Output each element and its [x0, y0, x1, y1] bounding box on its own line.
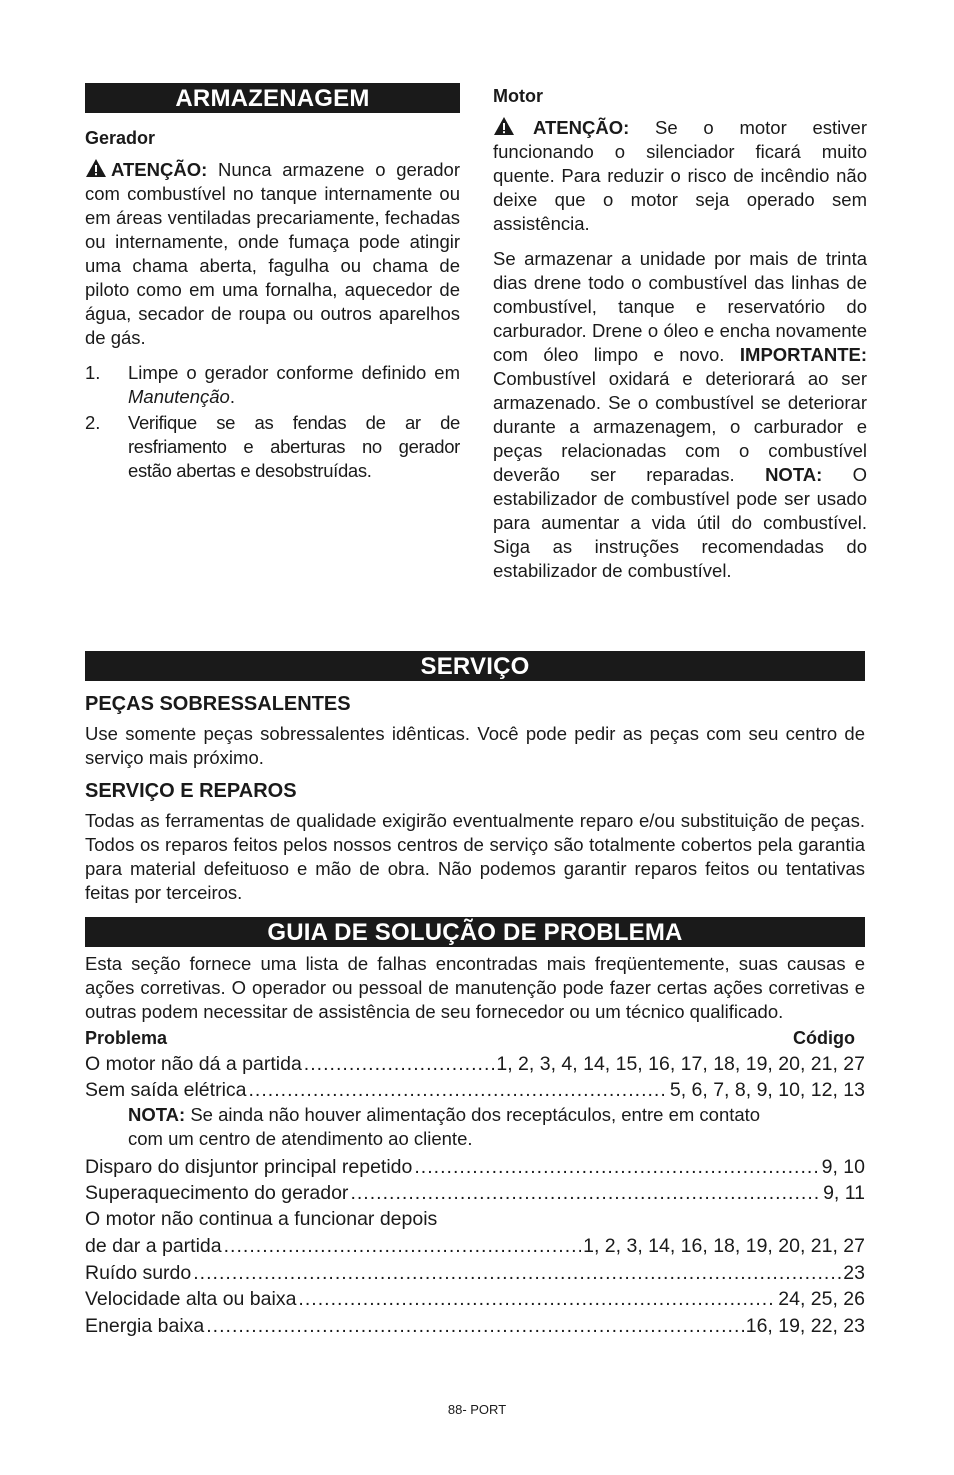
list-item: [85, 361, 460, 409]
nota-label: NOTA:: [765, 464, 823, 485]
pecas-heading: PEÇAS SOBRESSALENTES: [85, 693, 351, 715]
motor-paragraph: [493, 247, 867, 583]
table-note: [85, 1103, 768, 1151]
step-number: 1.: [85, 362, 101, 383]
row-codes: 1, 2, 3, 14, 16, 18, 19, 20, 21, 27: [583, 1235, 865, 1257]
table-row: [85, 1233, 865, 1260]
motor-heading: Motor: [493, 86, 543, 106]
important-label: IMPORTANTE:: [739, 344, 867, 365]
guia-intro: Esta seção fornece uma lista de falhas encontradas mais freqüentemente, suas causas e ações corretivas. O operador ou pessoal de manutenção pode fazer certas ações corretivas e outras podem necessitar de assistência de seu fornecedor ou um técnico qualificado.: [85, 953, 865, 1022]
table-row: [85, 1153, 865, 1180]
table-note-text: Se ainda não houver alimentação dos receptáculos, entre em contato com um centro de atendimento ao cliente.: [128, 1104, 761, 1149]
armazenagem-column: [85, 83, 460, 485]
servico-title: SERVIÇO: [85, 651, 865, 681]
motor-para-c: O estabilizador de combustível pode ser usado para aumentar a vida útil do combustível. Siga as instruções recomendadas do estabilizador de combustível.: [493, 464, 868, 581]
warning-triangle-icon: [493, 116, 515, 136]
row-codes: 23: [843, 1261, 865, 1284]
row-codes: 9, 11: [823, 1182, 865, 1204]
row-problem: Superaquecimento do gerador: [85, 1182, 349, 1204]
row-codes: 1, 2, 3, 4, 14, 15, 16, 17, 18, 19, 20, 21, 27: [496, 1052, 865, 1075]
row-codes: 9, 10: [821, 1155, 865, 1178]
row-problem: de dar a partida: [85, 1235, 222, 1257]
row-problem: Velocidade alta ou baixa: [85, 1288, 297, 1310]
row-problem: O motor não dá a partida: [85, 1052, 302, 1075]
table-row: [85, 1286, 865, 1313]
row-codes: 24, 25, 26: [778, 1288, 865, 1310]
gerador-warning-text: Nunca armazene o gerador com combustível no tanque internamente ou em áreas ventiladas precariamente, fechadas ou internamente, onde fumaça pode atingir uma chama aberta, fagulha ou chama de piloto como em uma fornalha, aquecedor de água, secador de roupa ou outros aparelhos de gás.: [85, 159, 460, 348]
row-problem: Sem saída elétrica: [85, 1079, 247, 1101]
gerador-heading: Gerador: [85, 128, 156, 148]
col-problema: Problema: [85, 1028, 168, 1048]
motor-para-a: Se armazenar a unidade por mais de trinta dias drene todo o combustível das linhas de combustível, tanque e reservatório do carburador. Drene o óleo e encha novamente com óleo limpo e novo.: [493, 248, 867, 365]
row-codes: 16, 19, 22, 23: [745, 1314, 865, 1337]
motor-column: [493, 85, 867, 583]
guia-title: GUIA DE SOLUÇÃO DE PROBLEMA: [85, 917, 865, 947]
table-row: [85, 1312, 865, 1339]
step-number: 2.: [85, 412, 101, 433]
list-item: [85, 411, 460, 483]
motor-warning-label: ATENÇÃO:: [533, 117, 630, 138]
step-emphasis: Manutenção: [128, 386, 230, 407]
servico-section: [85, 651, 865, 905]
motor-para-b: Combustível oxidará e deteriorará ao ser armazenado. Se o combustível se deteriorar durante a armazenagem, o carburador e peças relacionadas com o combustível deverão ser reparadas.: [493, 368, 867, 485]
table-row: [85, 1180, 865, 1207]
warning-triangle-icon: [85, 158, 107, 178]
step-text: Limpe o gerador conforme definido em: [128, 362, 460, 383]
gerador-steps: [85, 361, 460, 483]
table-row: [85, 1259, 865, 1286]
table-row: [85, 1077, 865, 1104]
gerador-warning-label: ATENÇÃO:: [111, 159, 208, 180]
reparos-heading: SERVIÇO E REPAROS: [85, 780, 297, 802]
page-footer: 88- PORT: [447, 1402, 507, 1417]
motor-warning-text: Se o motor estiver funcionando o silenciador ficará muito quente. Para reduzir o risco de incêndio não deixe que o motor seja operado sem assistência.: [493, 117, 867, 234]
gerador-warning: [85, 158, 460, 350]
armazenagem-title: ARMAZENAGEM: [85, 83, 460, 113]
reparos-text: Todas as ferramentas de qualidade exigirão eventualmente reparo e/ou substituição de peças. Todos os reparos feitos pelos nossos centros de serviço são totalmente cobertos pela garantia para material defeituoso e mão de obra. Não podemos garantir reparos feitos ou tentativas feitas por terceiros.: [85, 810, 865, 903]
row-problem: Energia baixa: [85, 1314, 205, 1337]
row-problem: Ruído surdo: [85, 1261, 192, 1284]
col-codigo: Código: [793, 1028, 855, 1048]
step-end: .: [229, 386, 235, 407]
table-row: [85, 1050, 865, 1077]
troubleshooting-table: [85, 1050, 865, 1339]
motor-warning: [493, 116, 867, 236]
row-codes: 5, 6, 7, 8, 9, 10, 12, 13: [669, 1079, 865, 1101]
table-header: [85, 1026, 865, 1050]
pecas-text: Use somente peças sobressalentes idênticas. Você pode pedir as peças com seu centro de serviço mais próximo.: [85, 723, 865, 768]
step-text: Verifique se as fendas de ar de resfriamento e aberturas no gerador estão abertas e desobstruídas.: [128, 412, 460, 481]
row-problem-line1: O motor não continua a funcionar depois: [85, 1208, 438, 1230]
row-problem: Disparo do disjuntor principal repetido: [85, 1155, 413, 1178]
guia-section: [85, 917, 865, 1339]
table-note-label: NOTA:: [128, 1104, 186, 1125]
